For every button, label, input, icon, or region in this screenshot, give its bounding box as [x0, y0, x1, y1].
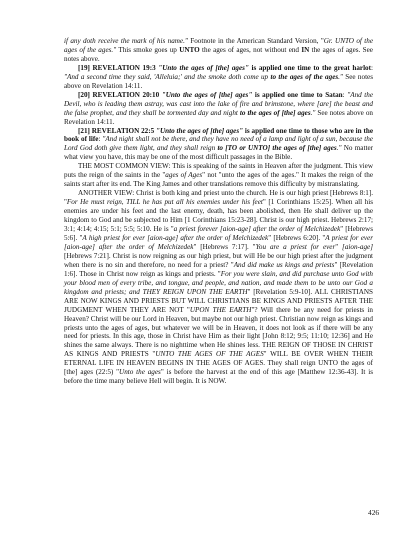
- paragraph: [64, 64, 373, 91]
- text-run: For He must reign, TILL he has put all his enemies under his feet: [66, 198, 263, 207]
- text-run: [20] REVELATION 20:10: [78, 90, 162, 99]
- text-run: to the ages of [the] ages: [239, 108, 311, 117]
- text-run: .": [310, 108, 316, 117]
- text-run: A high priest for ever [aion-age] after the order of Melchizedek: [82, 233, 269, 242]
- text-run: ages of Ages: [165, 171, 203, 180]
- text-run: is applied one time to Satan: [252, 90, 343, 99]
- text-run: And did make us kings and priests: [233, 260, 335, 269]
- paragraph: [64, 127, 373, 163]
- text-run: THE MOST COMMON VIEW: This is speaking of the saints in Heaven after the judgment. This view puts the reign of the saints in the ": [64, 162, 373, 180]
- text-run: "And a second time they said, 'Alleluia;' and the smoke doth come up: [64, 72, 271, 81]
- text-run: :: [342, 90, 348, 99]
- paragraph: [64, 91, 373, 127]
- text-run: " is before the harvest at the end of this age [Matthew 12:36-43]. It is before the time many believe Hell will begin. It is NOW.: [64, 368, 373, 386]
- text-run: "Unto the ages of [the] ages": [161, 90, 253, 99]
- text-run: Gr. UNTO of the ages of the ages.": [64, 37, 373, 54]
- text-run: " [Hebrews 7:17]. ": [193, 242, 256, 251]
- text-run: UNTO: [179, 45, 200, 54]
- text-run: to the ages of the ages: [270, 72, 339, 81]
- text-run: ANOTHER VIEW: Christ is both king and priest unto the church. He is our high priest [Hebrews 8:1]. ": [64, 189, 373, 207]
- text-run: a priest forever [aion-age] after the order of Melchizedek: [173, 225, 341, 234]
- text-run: Footnote in the American Standard Version, ": [187, 37, 324, 45]
- text-run: the ages of ages. See notes above.: [64, 45, 373, 63]
- text-run: "Unto the ages of [the] ages": [156, 126, 244, 135]
- text-run: "And the Devil, who is leading them astray, was cast into the lake of fire and brimstone, where [are] the beast and the false prophet, and they shall be tormented day and night: [64, 90, 373, 117]
- text-run: UPON THE EARTH: [189, 305, 252, 314]
- text-run: " not "unto the ages of the ages." It makes the reign of the saints start after its end. The King James and other translations remove this difficulty by mistranslating.: [64, 171, 373, 189]
- text-run: "And night shall not be there, and they have no need of a lamp and light of a sun, because the Lord God doth give them light, and they shall reign: [64, 135, 373, 153]
- text-run: " [Hebrews 6:20]. ": [268, 233, 326, 242]
- paragraph: [64, 189, 373, 386]
- text-run: if any doth receive the mark of his name.": [64, 37, 188, 45]
- text-run: " [Revelation 1:6]. Those in Christ now reign as kings and priests. ": [64, 260, 373, 278]
- text-run: You are a priest for ever: [255, 242, 336, 251]
- text-run: No matter what view you have, this may be one of the most difficult passages in the Bible.: [64, 144, 373, 162]
- text-run: [21] REVELATION 22:5: [78, 126, 157, 135]
- text-run: This smoke goes up: [116, 45, 180, 54]
- text-run: "? Will there be any need for priests in Heaven? Christ will be our Lord in Heaven, but maybe not our high priest. Christian now reign as kings and priests unto the ages of ages, but whatever we will be in Heaven, it does not look as if there will be any need for priests. In this age, those in Christ have Him as their light [John 8:12; 9:5; 11:10; 12:36] and He shines the same always. There is no nighttime when He shines less. THE REIGN OF THOSE IN CHRIST AS KINGS AND PRIESTS ": [64, 305, 374, 359]
- paragraph: [64, 162, 373, 189]
- text-run: UNTO THE AGES OF THE AGES: [155, 350, 264, 359]
- text-run: " [Revelation 5:9-10]. ALL CHRISTIANS ARE NOW KINGS AND PRIESTS BUT WILL CHRISTIANS BE KINGS AND PRIESTS AFTER THE JUDGMENT WHEN THEY ARE NOT ": [64, 287, 374, 314]
- text-run: ": [335, 242, 343, 251]
- text-run: .": [336, 144, 342, 153]
- paragraph: [64, 37, 373, 64]
- text-run: [Hebrews 7:21]. Christ is now reigning as our high priest, but will He be our high priest after the judgment when there is no sin and therefore, no need for a priest? ": [64, 251, 373, 269]
- text-run: Unto the ages: [119, 368, 161, 377]
- text-run: For you were slain, and did purchase unto God with your blood men of every tribe, and tongue, and people, and nation, and made them to be unto our God a kingdom and priests; and THEY REIGN UPON THE EARTH: [64, 269, 373, 296]
- text-run: is applied one time to those who are in the book of life: [64, 126, 373, 144]
- text-run: See notes above on Revelation 14:11.: [64, 108, 373, 126]
- text-run: A priest for ever [aion-age] after the order of Melchizedek: [64, 233, 373, 251]
- page-number: 426: [368, 508, 380, 517]
- text-run: See notes above on Revelation 14:11.: [64, 72, 374, 90]
- text-run: IN: [301, 45, 310, 54]
- text-run: :: [98, 135, 103, 144]
- text-run: [aion-age]: [342, 242, 373, 251]
- text-run: the ages of ages, not without end: [199, 45, 302, 54]
- text-run: " [Hebrews 5:6]. ": [64, 225, 373, 242]
- document-body: [64, 37, 373, 386]
- text-run: :: [371, 63, 373, 72]
- text-run: " [1 Corinthians 15:25]. When all his enemies are under his feet and the last enemy, death, has been abolished, then He shall deliver up the kingdom to God and be subjected to Him [1 Corinthians 15:23-28]. Christ is our high priest. Hebrews 2:17; 3:1; 4:14; 4:15; 5:1; 5:5; 5:10. He is ": [64, 198, 373, 234]
- text-run: "Unto the ages of [the] ages": [158, 63, 249, 72]
- text-run: .": [338, 72, 343, 81]
- text-run: [19] REVELATION 19:3: [78, 63, 159, 72]
- text-run: is applied one time to the great harlot: [248, 63, 372, 72]
- text-run: to [TO or UNTO] the ages of [the] ages: [217, 144, 337, 153]
- text-run: " WILL BE OVER WHEN THEIR ETERNAL LIFE IN HEAVEN BEGINS IN THE AGES OF AGES. They shall reign UNTO the ages of [the] ages (22:5) ": [64, 350, 373, 377]
